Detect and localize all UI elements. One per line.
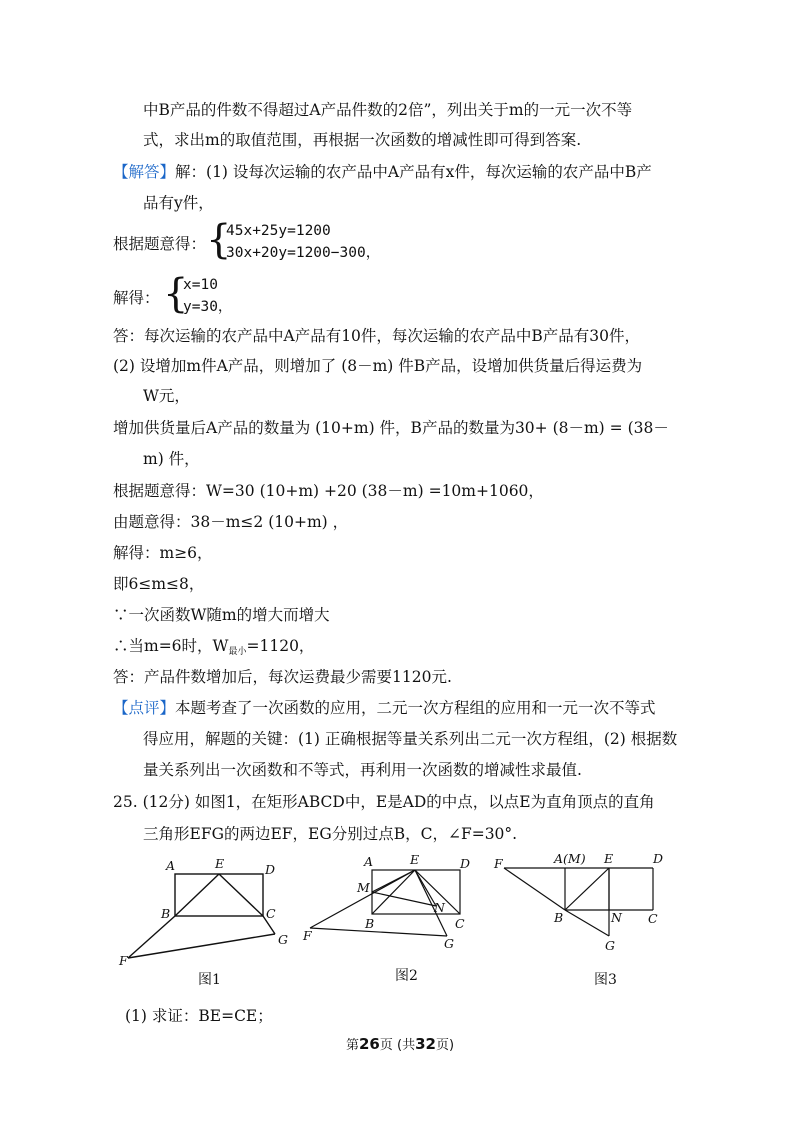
text-line: 增加供货量后A产品的数量为 (10+m) 件，B产品的数量为30+ (8－m) = (38－ bbox=[113, 419, 669, 437]
equation: 30x+20y=1200−300， bbox=[226, 245, 381, 261]
point-label: F bbox=[303, 928, 312, 943]
point-label: E bbox=[410, 852, 420, 867]
point-label: C bbox=[266, 906, 276, 921]
text-line: 25. (12分) 如图1，在矩形ABCD中，E是AD的中点，以点E为直角顶点的直角 bbox=[113, 793, 655, 811]
point-label: A(M) bbox=[554, 851, 586, 866]
point-label: E bbox=[215, 856, 225, 871]
equation-system-2 bbox=[183, 274, 232, 318]
point-label: G bbox=[444, 936, 454, 951]
comment-text: 本题考查了一次函数的应用，二元一次方程组的应用和一元一次不等式 bbox=[175, 699, 656, 717]
point-label: C bbox=[455, 916, 465, 931]
text-line: 答：每次运输的农产品中A产品有10件，每次运输的农产品中B产品有30件， bbox=[113, 327, 641, 345]
text-line: (1) 求证：BE=CE； bbox=[125, 1007, 273, 1025]
figure-caption: 图2 bbox=[395, 968, 418, 984]
text-line: W元， bbox=[143, 387, 190, 405]
text-line: 由题意得：38－m≤2 (10+m) ， bbox=[113, 513, 349, 531]
text-line: 量关系列出一次函数和不等式，再利用一次函数的增减性求最值. bbox=[143, 761, 582, 779]
point-label: B bbox=[365, 916, 375, 931]
point-label: F bbox=[494, 856, 503, 871]
text-line: 解得：m≥6， bbox=[113, 544, 213, 562]
equation-system-1 bbox=[226, 220, 380, 264]
point-label: D bbox=[653, 851, 664, 866]
system-brace: { bbox=[206, 217, 232, 263]
answer-tag: 【解答】 bbox=[113, 163, 176, 181]
point-label: F bbox=[119, 953, 128, 968]
point-label: G bbox=[605, 938, 615, 953]
rectangle-abcd bbox=[175, 874, 263, 916]
text-line: 解得： bbox=[113, 289, 160, 307]
point-label: D bbox=[265, 862, 276, 877]
point-label: N bbox=[434, 900, 445, 915]
page-number: 26 bbox=[358, 1035, 380, 1053]
text-line: ∵一次函数W随m的增大而增大 bbox=[113, 606, 330, 624]
text-line: 品有y件， bbox=[143, 194, 214, 212]
equation: y=30， bbox=[183, 299, 233, 315]
figure-caption: 图3 bbox=[594, 972, 617, 988]
text-line: 即6≤m≤8， bbox=[113, 575, 205, 593]
answer-text: 解：(1) 设每次运输的农产品中A产品有x件，每次运输的农产品中B产 bbox=[175, 163, 652, 181]
figure-2-labels bbox=[302, 852, 470, 951]
comment-tag: 【点评】 bbox=[113, 699, 176, 717]
point-label: A bbox=[166, 858, 176, 873]
text-line: 式，求出m的取值范围，再根据一次函数的增减性即可得到答案. bbox=[143, 131, 582, 149]
text-line bbox=[113, 698, 656, 718]
text-line: (2) 设增加m件A产品，则增加了 (8－m) 件B产品，设增加供货量后得运费为 bbox=[113, 357, 643, 375]
text-line: 三角形EFG的两边EF，EG分别过点B，C，∠F=30°. bbox=[143, 825, 518, 843]
geometry-figures bbox=[110, 848, 710, 998]
point-label: D bbox=[460, 856, 471, 871]
text-line: ∴当m=6时，$W_{最小}=1120$， bbox=[113, 637, 315, 657]
page-footer: 第26页 (共32页) bbox=[345, 1035, 455, 1053]
text-line: 根据题意得： bbox=[113, 235, 207, 253]
text-line: 中B产品的件数不得超过A产品件数的2倍”，列出关于m的一元一次不等 bbox=[143, 101, 633, 119]
point-label: B bbox=[554, 910, 564, 925]
rectangle-abcd bbox=[372, 870, 460, 914]
equation: 45x+25y=1200 bbox=[226, 223, 331, 239]
point-label: G bbox=[278, 932, 288, 947]
equation: x=10 bbox=[183, 277, 218, 293]
point-label: M bbox=[357, 880, 370, 895]
text-line: 根据题意得：W=30 (10+m) +20 (38－m) =10m+1060， bbox=[113, 482, 544, 500]
point-label: E bbox=[604, 851, 614, 866]
system-brace: { bbox=[163, 271, 189, 317]
text-line: m) 件， bbox=[143, 450, 200, 468]
text-line bbox=[113, 162, 652, 182]
point-label: A bbox=[364, 854, 374, 869]
text-line: 答：产品件数增加后，每次运费最少需要1120元. bbox=[113, 668, 452, 686]
figure-3-labels bbox=[493, 851, 663, 953]
figure-caption: 图1 bbox=[198, 972, 221, 988]
point-label: C bbox=[648, 911, 658, 926]
text-line: 得应用，解题的关键：(1) 正确根据等量关系列出二元一次方程组，(2) 根据数 bbox=[143, 730, 678, 748]
figure-3 bbox=[504, 868, 653, 936]
figure-1 bbox=[128, 874, 275, 958]
point-label: B bbox=[161, 906, 171, 921]
point-label: N bbox=[611, 910, 622, 925]
page-total: 32 bbox=[415, 1035, 436, 1053]
